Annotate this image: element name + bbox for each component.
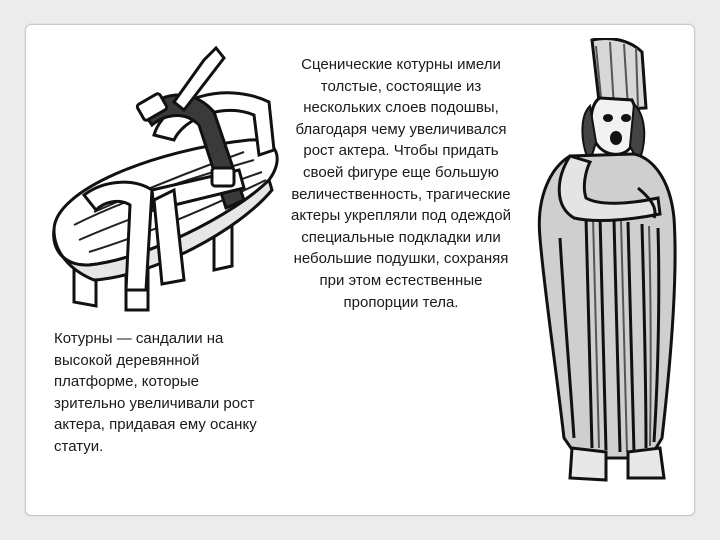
cothurnus-caption	[54, 328, 270, 457]
cothurnus-sandal-illustration	[34, 40, 284, 320]
main-text: Сценические котурны имели толстые, состоящие из нескольких слоев подошвы, благодаря чему увеличивался рост актера. Чтобы придать своей фигуре еще большую величественность, трагические актеры укрепляли под одеждой специальные подкладки или небольшие подушки, сохраняя при этом естественные пропорции тела.	[291, 56, 511, 311]
caption-definition: — сандалии на высокой деревянной платформе, которые зрительно увеличивали рост актера, придавая ему осанку статуи.	[54, 330, 257, 455]
tragic-actor-statue-illustration	[530, 38, 690, 486]
caption-term: Котурны	[54, 330, 113, 347]
